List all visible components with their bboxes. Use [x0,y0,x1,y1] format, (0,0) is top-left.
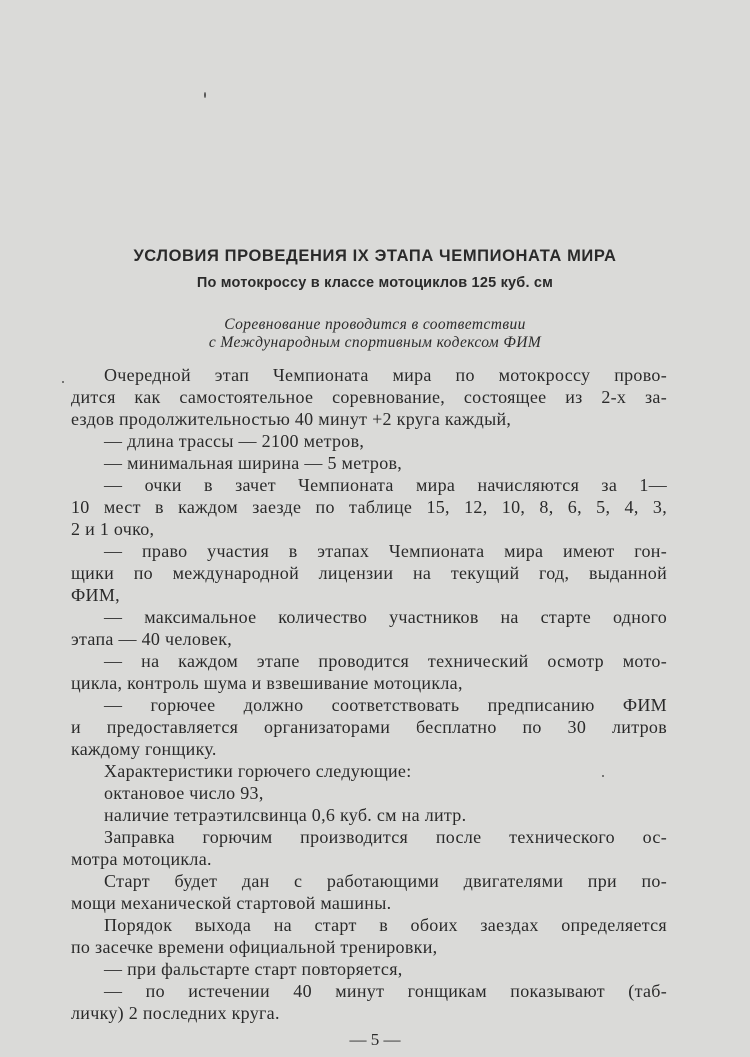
paper-speck [62,381,64,383]
text-line: Заправка горючим производится после технического ос- [104,827,667,847]
text-line: 10 мест в каждом заезде по таблице 15, 12, 10, 8, 6, 5, 4, 3, [71,497,667,517]
text-line: — минимальная ширина — 5 метров, [104,453,403,473]
note-line: Соревнование проводится в соответствии [224,316,526,333]
text-line: Старт будет дан с работающими двигателями при по- [104,871,667,891]
text-line: — при фальстарте старт повторяется, [104,959,403,979]
text-line: мощи механической стартовой машины. [71,893,392,913]
text-line: щики по международной лицензии на текущий год, выданной [71,563,667,583]
paper-speck [602,775,604,777]
text-line: личку) 2 последних круга. [71,1003,280,1023]
text-line: Порядок выхода на старт в обоих заездах определяется [104,915,667,935]
note-line: с Международным спортивным кодексом ФИМ [208,334,542,351]
text-line: — по истечении 40 минут гонщикам показывают (таб- [104,981,667,1001]
text-line: Очередной этап Чемпионата мира по мотокроссу прово- [104,365,667,385]
text-line: дится как самостоятельное соревнование, состоящее из 2-х за- [71,387,667,407]
text-line: наличие тетраэтилсвинца 0,6 куб. см на литр. [104,805,467,825]
text-line: октановое число 93, [104,783,264,803]
text-line: этапа — 40 человек, [71,629,233,649]
text-line: каждому гонщику. [71,739,217,759]
paper-speck [204,92,206,98]
text-line: — горючее должно соответствовать предписанию ФИМ [104,695,667,715]
text-line: и предоставляется организаторами бесплатно по 30 литров [71,717,667,737]
text-line: — максимальное количество участников на старте одного [104,607,667,627]
text-line: — длина трассы — 2100 метров, [104,431,365,451]
text-line: ФИМ, [71,585,120,605]
text-line: ездов продолжительностью 40 минут +2 круга каждый, [71,409,512,429]
text-line: по засечке времени официальной тренировки, [71,937,438,957]
text-line: — право участия в этапах Чемпионата мира имеют гон- [104,541,667,561]
text-line: цикла, контроль шума и взвешивание мотоцикла, [71,673,463,693]
page-number: — 5 — [349,1030,401,1049]
text-line: Характеристики горючего следующие: [104,761,412,781]
page-title: УСЛОВИЯ ПРОВЕДЕНИЯ IX ЭТАПА ЧЕМПИОНАТА МИРА [133,247,617,265]
text-line: 2 и 1 очко, [71,519,155,539]
text-line: мотра мотоцикла. [71,849,212,869]
text-line: — очки в зачет Чемпионата мира начисляются за 1— [104,475,667,495]
text-line: — на каждом этапе проводится технический осмотр мото- [104,651,667,671]
page-subtitle: По мотокроссу в классе мотоциклов 125 куб. см [196,275,554,291]
